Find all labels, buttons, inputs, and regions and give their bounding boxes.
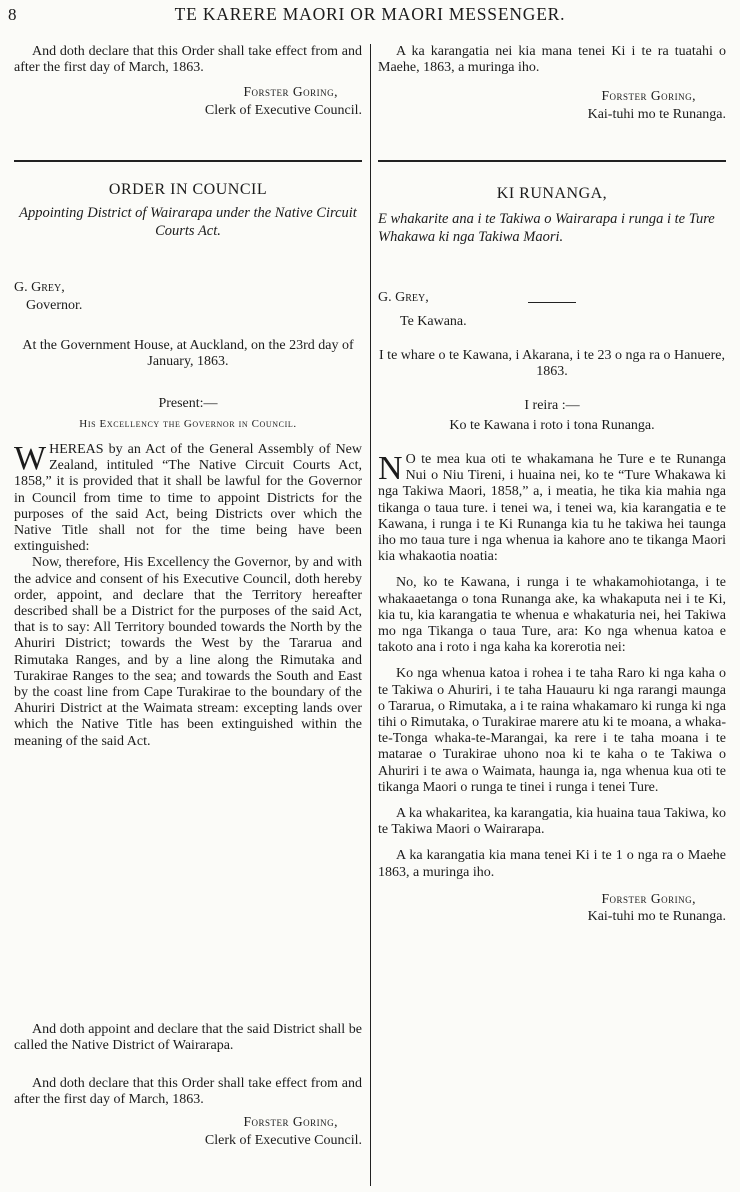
- maori-column: [378, 44, 726, 1184]
- right-whereas-paragraph: NO te mea kua oti te whakamana he Ture e te Runanga Nui o Niu Tireni, i huaina nei, ko te “Ture Whakawa ki nga Takiwa Maori, 1858,” a, i meatia, he tika kia mahia nga tikanga o taua ture. i tenei wa, i tenei wa, kia karangatia e te Kawana, i runga i te Ki Runanga kia tu he takiwa hei taunga iho mo taua ture i nga whenua ia kahore ano te tikanga Maori kia whakaotia noatia:: [378, 450, 726, 565]
- right-present-detail: Ko te Kawana i roto i tona Runanga.: [449, 418, 655, 434]
- right-order-heading: KI RUNANGA,: [496, 185, 608, 202]
- right-governor-name: G. Grey,: [378, 290, 429, 305]
- left-effect-paragraph: And doth declare that this Order shall take effect from and after the first day of March, 1863.: [14, 1076, 362, 1108]
- page-number: 8: [8, 5, 17, 24]
- left-order-heading: ORDER IN COUNCIL: [108, 181, 268, 198]
- left-present-detail: His Excellency the Governor in Council.: [79, 418, 297, 431]
- left-governor-name: G. Grey,: [14, 280, 65, 295]
- right-bottom-signature-name: Forster Goring,: [601, 890, 696, 906]
- left-bottom-signature-title: Clerk of Executive Council.: [204, 1132, 362, 1148]
- right-section-rule: [378, 160, 726, 162]
- right-top-signature-title: Kai-tuhi mo te Runanga.: [587, 106, 726, 122]
- right-location-line: I te whare o te Kawana, i Akarana, i te 23 o nga ra o Hanuere, 1863.: [379, 348, 725, 380]
- left-location-line: At the Government House, at Auckland, on the 23rd day of January, 1863.: [22, 338, 354, 370]
- right-order-subheading: E whakarite ana i te Takiwa o Wairarapa i runga i te Ture Whakawa ki nga Takiwa Maori.: [378, 211, 715, 246]
- right-appoint-paragraph: A ka whakaritea, ka karangatia, kia huaina taua Takiwa, ko te Takiwa Maori o Wairarapa.: [378, 806, 726, 838]
- left-order-subheading: Appointing District of Wairarapa under the Native Circuit Courts Act.: [19, 205, 357, 240]
- column-divider: [370, 44, 371, 1186]
- right-governor-block: [378, 290, 726, 330]
- right-order-body: [378, 452, 726, 925]
- left-order-header: [14, 182, 362, 240]
- right-top-signature: [378, 88, 726, 122]
- left-section-rule: [14, 160, 362, 162]
- right-top-notice: [378, 44, 726, 123]
- left-bottom-signature-name: Forster Goring,: [243, 1114, 338, 1130]
- right-now-paragraph: No, ko te Kawana, i runga i te whakamohiotanga, i te whakaaetanga o tona Runanga ake, ka whakaputa nei i te Ki, kia tu, kia karangatia te whenua e whakaturia nei, hei Takiwa mo nga Tikanga o taua Ture, ara: Ko nga whenua katoa e takoto ana i roto i nga kaha ka korerotia nei:: [378, 575, 726, 656]
- left-present-block: [14, 396, 362, 432]
- left-location-block: [14, 338, 362, 370]
- left-order-body: [14, 442, 362, 750]
- left-appoint-paragraph: And doth appoint and declare that the said District shall be called the Native District of Wairarapa.: [14, 1022, 362, 1054]
- right-top-paragraph: A ka karangatia nei kia mana tenei Ki i te ra tuatahi o Maehe, 1863, a muringa iho.: [378, 44, 726, 76]
- right-order-header: [378, 186, 726, 246]
- left-appoint-block: [14, 1022, 362, 1054]
- right-bottom-signature-title: Kai-tuhi mo te Runanga.: [587, 909, 726, 925]
- newspaper-title: TE KARERE MAORI OR MAORI MESSENGER.: [174, 4, 566, 24]
- left-effect-block: [14, 1076, 362, 1149]
- left-governor-block: [14, 280, 362, 314]
- left-top-signature: [14, 84, 362, 118]
- left-now-paragraph: Now, therefore, His Excellency the Governor, by and with the advice and consent of his Executive Council, doth hereby order, appoint, and declare that the Territory hereafter described shall be a District for the purposes of the said Act, that is to say: All Territory bounded towards the North by the Ahuriri District; towards the West by the Tararua and Rimutaka Ranges, and by a line along the Rimutaka and Turakirae Ranges to the sea; and towards the South and East by the coast line from Cape Turakirae to the boundary of the Ahuriri District at the Waimata stream: excepting lands over which the Native Title has been extinguished within the meaning of the said Act.: [14, 555, 362, 749]
- right-governor-title: Te Kawana.: [400, 314, 467, 330]
- right-present-block: [378, 398, 726, 434]
- english-column: [14, 44, 362, 1184]
- right-boundary-paragraph: Ko nga whenua katoa i rohea i te taha Raro ki nga kaha o te Takiwa o Ahuriri, i te taha Hauauru ki nga rarangi maunga o Tararua, o Rimutaka, a i te raina whakamaro ki runga ki nga tihi o Rimutaka, o Turakirae marere atu ki te moana, a whaka-te-Tonga whaka-te-Marangai, ka rere i te taha moana i te matarae o Turakirae uhono noa ki te kaha o te Takiwa o Ahuriri i te awa o Waimata, haunga ia, nga whenua kua oti te tikanga Maori o runga te tinei i runga i tenei Ture.: [378, 666, 726, 795]
- left-present-label: Present:—: [158, 396, 218, 411]
- left-top-signature-name: Forster Goring,: [243, 84, 338, 100]
- page-header: [8, 4, 732, 28]
- right-effect-paragraph: A ka karangatia kia mana tenei Ki i te 1 o nga ra o Maehe 1863, a muringa iho.: [378, 848, 726, 880]
- left-governor-title: Governor.: [26, 298, 83, 314]
- right-present-label: I reira :—: [524, 398, 580, 413]
- left-top-paragraph: And doth declare that this Order shall take effect from and after the first day of March, 1863.: [14, 44, 362, 76]
- left-top-notice: [14, 44, 362, 119]
- left-top-signature-title: Clerk of Executive Council.: [204, 102, 362, 118]
- right-top-signature-name: Forster Goring,: [601, 88, 696, 104]
- right-location-block: [378, 348, 726, 380]
- right-bottom-signature: [378, 891, 726, 925]
- left-bottom-signature: [14, 1114, 362, 1148]
- left-whereas-paragraph: WHEREAS by an Act of the General Assembly of New Zealand, intituled “The Native Circuit Courts Act, 1858,” it is provided that it shall be lawful for the Governor in Council from time to time to appoint Districts for the purposes of the said Act, being Districts over which the Native Title shall not for the time being have been extinguished:: [14, 440, 362, 555]
